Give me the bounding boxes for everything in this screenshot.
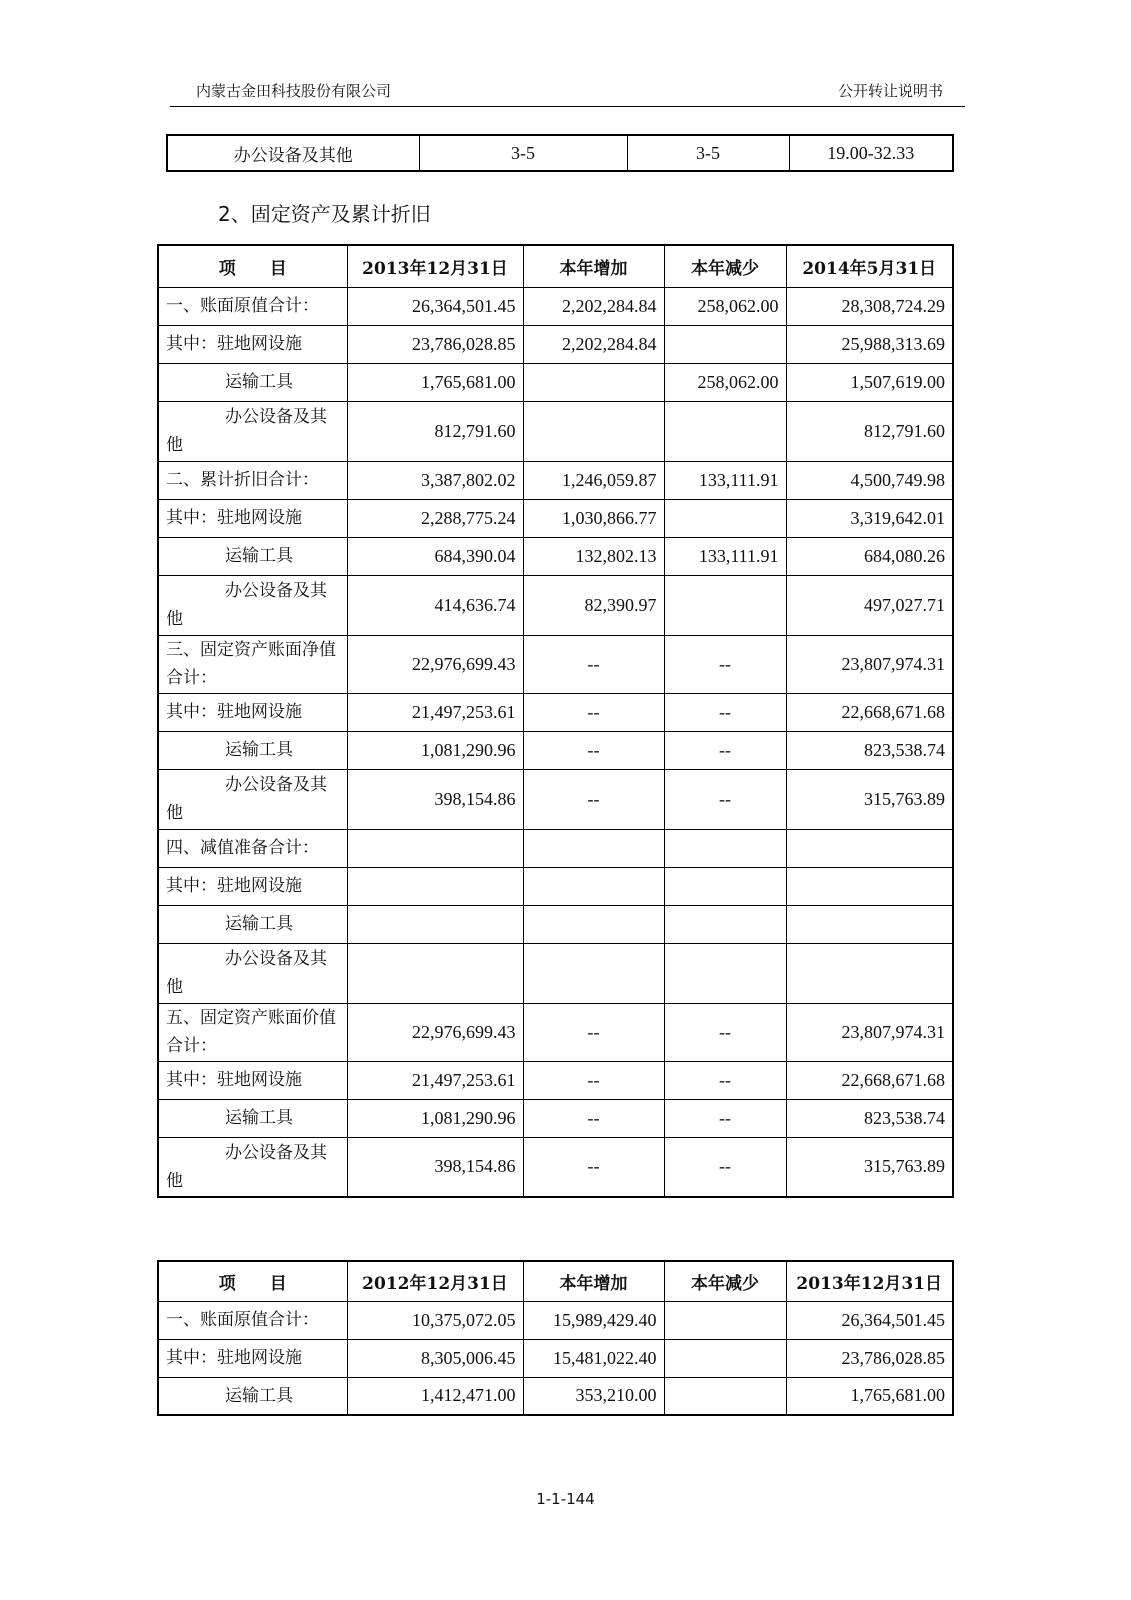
value-cell: -- xyxy=(664,769,786,829)
value-cell: 1,765,681.00 xyxy=(347,363,523,401)
row-label: 其中：驻地网设施 xyxy=(158,867,347,905)
value-cell: 353,210.00 xyxy=(523,1377,664,1415)
row-label: 运输工具 xyxy=(158,537,347,575)
value-cell: -- xyxy=(523,635,664,693)
value-cell: 3,319,642.01 xyxy=(786,499,953,537)
value-cell: 23,807,974.31 xyxy=(786,635,953,693)
value-cell xyxy=(523,867,664,905)
depreciation-rate-table-tail xyxy=(166,134,954,172)
table-row xyxy=(158,693,953,731)
value-cell: 28,308,724.29 xyxy=(786,287,953,325)
value-cell xyxy=(664,867,786,905)
value-cell: 2,202,284.84 xyxy=(523,287,664,325)
row-label: 运输工具 xyxy=(158,363,347,401)
table-row xyxy=(158,1137,953,1197)
value-cell: 26,364,501.45 xyxy=(347,287,523,325)
table-row xyxy=(158,325,953,363)
value-cell: 8,305,006.45 xyxy=(347,1339,523,1377)
column-header: 2014年5月31日 xyxy=(786,245,953,287)
table-header-row xyxy=(158,245,953,287)
cell: 3-5 xyxy=(419,135,627,171)
table-row xyxy=(158,461,953,499)
row-label: 办公设备及其他 xyxy=(158,769,347,829)
value-cell: -- xyxy=(664,635,786,693)
value-cell xyxy=(347,905,523,943)
table-row xyxy=(158,635,953,693)
table-row xyxy=(158,1061,953,1099)
value-cell: 684,080.26 xyxy=(786,537,953,575)
value-cell: 23,786,028.85 xyxy=(347,325,523,363)
value-cell: 315,763.89 xyxy=(786,769,953,829)
column-header: 项 目 xyxy=(158,1261,347,1301)
fixed-assets-table-2014 xyxy=(157,244,954,1198)
value-cell: 1,246,059.87 xyxy=(523,461,664,499)
value-cell: 4,500,749.98 xyxy=(786,461,953,499)
value-cell: 823,538.74 xyxy=(786,731,953,769)
value-cell xyxy=(523,401,664,461)
column-header: 本年减少 xyxy=(664,245,786,287)
row-label: 运输工具 xyxy=(158,905,347,943)
row-label: 四、减值准备合计： xyxy=(158,829,347,867)
value-cell: -- xyxy=(664,1137,786,1197)
table-row xyxy=(158,943,953,1003)
value-cell: -- xyxy=(523,693,664,731)
value-cell: 25,988,313.69 xyxy=(786,325,953,363)
row-label: 二、累计折旧合计： xyxy=(158,461,347,499)
value-cell: 258,062.00 xyxy=(664,363,786,401)
value-cell xyxy=(664,1339,786,1377)
value-cell xyxy=(664,575,786,635)
value-cell: 1,030,866.77 xyxy=(523,499,664,537)
row-label: 运输工具 xyxy=(158,1099,347,1137)
value-cell: 2,202,284.84 xyxy=(523,325,664,363)
value-cell: 26,364,501.45 xyxy=(786,1301,953,1339)
value-cell: 497,027.71 xyxy=(786,575,953,635)
value-cell xyxy=(786,867,953,905)
value-cell: -- xyxy=(664,1003,786,1061)
table-row xyxy=(158,499,953,537)
value-cell: 398,154.86 xyxy=(347,1137,523,1197)
value-cell xyxy=(664,1301,786,1339)
value-cell: 315,763.89 xyxy=(786,1137,953,1197)
value-cell: 1,412,471.00 xyxy=(347,1377,523,1415)
value-cell xyxy=(664,499,786,537)
section-title: 2、固定资产及累计折旧 xyxy=(218,202,431,226)
value-cell: 1,765,681.00 xyxy=(786,1377,953,1415)
value-cell: -- xyxy=(523,1137,664,1197)
value-cell xyxy=(523,829,664,867)
value-cell: -- xyxy=(664,1061,786,1099)
company-name: 内蒙古金田科技股份有限公司 xyxy=(196,82,392,100)
column-header: 本年增加 xyxy=(523,1261,664,1301)
value-cell: -- xyxy=(523,1061,664,1099)
value-cell: 812,791.60 xyxy=(786,401,953,461)
value-cell: 22,976,699.43 xyxy=(347,635,523,693)
value-cell xyxy=(664,325,786,363)
value-cell: 812,791.60 xyxy=(347,401,523,461)
value-cell xyxy=(347,943,523,1003)
table-row xyxy=(158,287,953,325)
table-row xyxy=(158,1339,953,1377)
row-label: 办公设备及其他 xyxy=(158,401,347,461)
value-cell: 133,111.91 xyxy=(664,461,786,499)
value-cell: -- xyxy=(523,731,664,769)
table-row xyxy=(158,1003,953,1061)
row-label: 其中：驻地网设施 xyxy=(158,499,347,537)
value-cell: 133,111.91 xyxy=(664,537,786,575)
value-cell: -- xyxy=(664,731,786,769)
value-cell: 23,786,028.85 xyxy=(786,1339,953,1377)
row-label: 一、账面原值合计： xyxy=(158,287,347,325)
row-label: 办公设备及其他 xyxy=(158,1137,347,1197)
value-cell: 21,497,253.61 xyxy=(347,693,523,731)
column-header: 2013年12月31日 xyxy=(347,245,523,287)
cell: 3-5 xyxy=(627,135,789,171)
value-cell xyxy=(664,905,786,943)
table-row xyxy=(158,575,953,635)
value-cell: 823,538.74 xyxy=(786,1099,953,1137)
value-cell: 1,081,290.96 xyxy=(347,731,523,769)
table-row xyxy=(158,1377,953,1415)
row-label: 其中：驻地网设施 xyxy=(158,693,347,731)
table-row xyxy=(158,905,953,943)
value-cell xyxy=(664,401,786,461)
value-cell: 132,802.13 xyxy=(523,537,664,575)
table-row xyxy=(158,1301,953,1339)
value-cell: 684,390.04 xyxy=(347,537,523,575)
value-cell xyxy=(664,1377,786,1415)
row-label: 其中：驻地网设施 xyxy=(158,1339,347,1377)
row-label: 其中：驻地网设施 xyxy=(158,325,347,363)
column-header: 本年减少 xyxy=(664,1261,786,1301)
value-cell: 258,062.00 xyxy=(664,287,786,325)
column-header: 2012年12月31日 xyxy=(347,1261,523,1301)
row-label: 五、固定资产账面价值合计： xyxy=(158,1003,347,1061)
value-cell: 414,636.74 xyxy=(347,575,523,635)
value-cell: 15,481,022.40 xyxy=(523,1339,664,1377)
value-cell: 10,375,072.05 xyxy=(347,1301,523,1339)
value-cell: 22,668,671.68 xyxy=(786,693,953,731)
value-cell: 1,081,290.96 xyxy=(347,1099,523,1137)
row-label: 一、账面原值合计： xyxy=(158,1301,347,1339)
value-cell: 21,497,253.61 xyxy=(347,1061,523,1099)
value-cell: -- xyxy=(664,693,786,731)
row-label: 运输工具 xyxy=(158,731,347,769)
table-row xyxy=(158,769,953,829)
value-cell xyxy=(523,943,664,1003)
value-cell xyxy=(664,829,786,867)
value-cell xyxy=(664,943,786,1003)
value-cell xyxy=(347,829,523,867)
fixed-assets-table-2013 xyxy=(157,1260,954,1416)
table-row xyxy=(158,829,953,867)
value-cell: 22,668,671.68 xyxy=(786,1061,953,1099)
page-number: 1-1-144 xyxy=(536,1490,595,1508)
table-row xyxy=(158,731,953,769)
value-cell xyxy=(523,905,664,943)
table-row xyxy=(158,537,953,575)
page-header xyxy=(170,78,965,107)
value-cell: 15,989,429.40 xyxy=(523,1301,664,1339)
table-row xyxy=(158,363,953,401)
value-cell: 1,507,619.00 xyxy=(786,363,953,401)
value-cell xyxy=(523,363,664,401)
value-cell: 3,387,802.02 xyxy=(347,461,523,499)
table-row xyxy=(158,1099,953,1137)
column-header: 2013年12月31日 xyxy=(786,1261,953,1301)
value-cell xyxy=(786,829,953,867)
table-row xyxy=(158,401,953,461)
value-cell: 82,390.97 xyxy=(523,575,664,635)
row-label: 三、固定资产账面净值合计： xyxy=(158,635,347,693)
cell: 19.00-32.33 xyxy=(789,135,953,171)
table-row xyxy=(158,867,953,905)
row-label: 办公设备及其他 xyxy=(158,943,347,1003)
table-header-row xyxy=(158,1261,953,1301)
value-cell: 2,288,775.24 xyxy=(347,499,523,537)
document-type: 公开转让说明书 xyxy=(837,82,943,100)
value-cell: 23,807,974.31 xyxy=(786,1003,953,1061)
row-label: 办公设备及其他 xyxy=(158,575,347,635)
column-header: 本年增加 xyxy=(523,245,664,287)
value-cell: -- xyxy=(523,1003,664,1061)
value-cell: 398,154.86 xyxy=(347,769,523,829)
table-row xyxy=(167,135,953,171)
value-cell: -- xyxy=(523,769,664,829)
value-cell: -- xyxy=(523,1099,664,1137)
row-label: 办公设备及其他 xyxy=(167,135,419,171)
column-header: 项 目 xyxy=(158,245,347,287)
row-label: 其中：驻地网设施 xyxy=(158,1061,347,1099)
value-cell xyxy=(786,943,953,1003)
value-cell xyxy=(347,867,523,905)
row-label: 运输工具 xyxy=(158,1377,347,1415)
value-cell: 22,976,699.43 xyxy=(347,1003,523,1061)
value-cell: -- xyxy=(664,1099,786,1137)
value-cell xyxy=(786,905,953,943)
